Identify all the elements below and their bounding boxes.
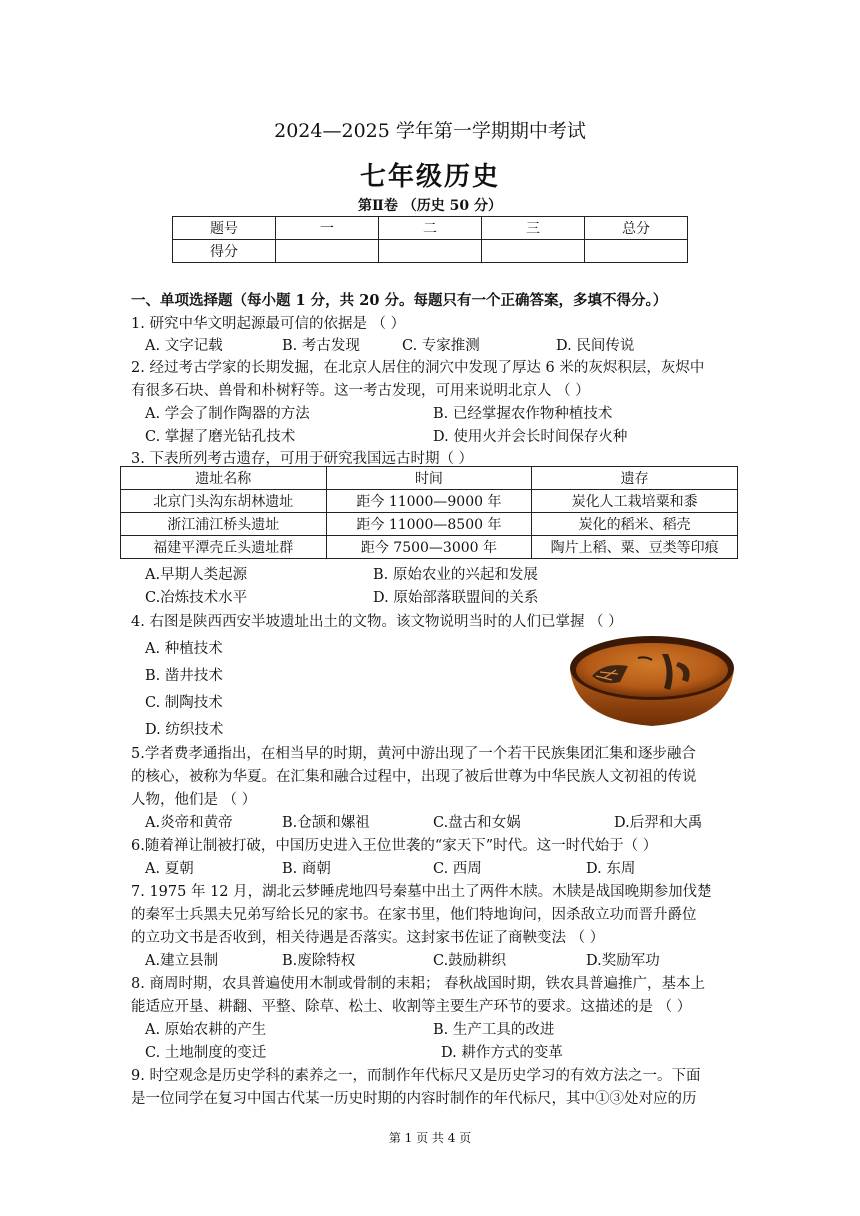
question-2-line: 有很多石块、兽骨和朴树籽等。这一考古发现，可用来说明北京人 （ ） <box>131 383 590 399</box>
table-header-cell: 遗存 <box>532 467 738 490</box>
table-row <box>121 513 738 536</box>
table-cell <box>379 240 482 263</box>
table-row <box>173 240 688 263</box>
question-7-line: 的秦军士兵黑夫兄弟写给长兄的家书。在家书里，他们特地询问，因杀敌立功而晋升爵位 <box>131 907 697 923</box>
question-1-option-d: D. 民间传说 <box>556 338 635 354</box>
question-4-option-a: A. 种植技术 <box>145 641 223 657</box>
sites-table <box>120 466 738 559</box>
table-cell: 距今 11000—9000 年 <box>326 490 532 513</box>
question-2-line: 2. 经过考古学家的长期发掘，在北京人居住的洞穴中发现了厚达 6 米的灰烬积层，灰烬中 <box>131 360 705 376</box>
table-cell: 陶片上稻、粟、豆类等印痕 <box>532 536 738 559</box>
question-8-option-a: A. 原始农耕的产生 <box>145 1022 267 1038</box>
question-6-option-b: B. 商朝 <box>282 861 331 877</box>
table-cell: 距今 11000—8500 年 <box>326 513 532 536</box>
table-row <box>121 536 738 559</box>
question-1-option-b: B. 考古发现 <box>282 338 360 354</box>
question-4-option-d: D. 纺织技术 <box>145 722 224 738</box>
question-4-option-c: C. 制陶技术 <box>145 695 223 711</box>
question-7-option-a: A.建立县制 <box>145 953 219 969</box>
question-5-option-a: A.炎帝和黄帝 <box>145 815 233 831</box>
question-6-stem: 6.随着禅让制被打破，中国历史进入王位世袭的“家天下”时代。这一时代始于（ ） <box>131 838 658 854</box>
table-cell <box>482 240 585 263</box>
table-header-cell: 时间 <box>326 467 532 490</box>
question-1-option-a: A. 文字记载 <box>145 338 223 354</box>
question-3-option-d: D. 原始部落联盟间的关系 <box>373 590 539 606</box>
table-row <box>121 467 738 490</box>
table-cell: 总分 <box>585 217 688 240</box>
table-cell: 炭化的稻米、稻壳 <box>532 513 738 536</box>
question-1-stem: 1. 研究中华文明起源最可信的依据是 （ ） <box>131 316 406 332</box>
question-3-option-a: A.早期人类起源 <box>145 567 248 583</box>
question-8-line: 8. 商周时期，农具普遍使用木制或骨制的耒耜； 春秋战国时期，铁农具普遍推广，基本上 <box>131 976 706 992</box>
question-5-option-c: C.盘古和女娲 <box>433 815 521 831</box>
table-cell: 浙江浦江桥头遗址 <box>121 513 327 536</box>
question-7-line: 7. 1975 年 12 月，湖北云梦睡虎地四号秦墓中出土了两件木牍。木牍是战国晚期参加伐楚 <box>131 884 712 900</box>
section-heading: 一、单项选择题（每小题 1 分，共 20 分。每题只有一个正确答案，多填不得分。） <box>131 292 668 309</box>
question-7-option-c: C.鼓励耕织 <box>433 953 507 969</box>
question-6-option-c: C. 西周 <box>433 861 482 877</box>
question-5-line: 5.学者费孝通指出，在相当早的时期，黄河中游出现了一个若干民族集团汇集和逐步融合 <box>131 746 696 762</box>
table-cell: 一 <box>276 217 379 240</box>
table-cell: 北京门头沟东胡林遗址 <box>121 490 327 513</box>
table-header-cell: 遗址名称 <box>121 467 327 490</box>
table-cell: 得分 <box>173 240 276 263</box>
table-cell: 三 <box>482 217 585 240</box>
question-7-option-b: B.废除特权 <box>282 953 356 969</box>
question-4-option-b: B. 凿井技术 <box>145 668 223 684</box>
question-9-line: 9. 时空观念是历史学科的素养之一，而制作年代标尺又是历史学习的有效方法之一。下面 <box>131 1068 701 1084</box>
question-5-option-d: D.后羿和大禹 <box>614 815 703 831</box>
question-2-option-a: A. 学会了制作陶器的方法 <box>145 406 310 422</box>
table-row <box>121 490 738 513</box>
question-1-option-c: C. 专家推测 <box>402 338 480 354</box>
question-3-option-b: B. 原始农业的兴起和发展 <box>373 567 538 583</box>
question-5-option-b: B.仓颉和嫘祖 <box>282 815 370 831</box>
table-cell: 题号 <box>173 217 276 240</box>
question-2-option-c: C. 掌握了磨光钻孔技术 <box>145 429 296 445</box>
question-5-line: 的核心，被称为华夏。在汇集和融合过程中，出现了被后世尊为中华民族人文初祖的传说 <box>131 769 697 785</box>
question-5-line: 人物，他们是 （ ） <box>131 792 257 808</box>
question-9-line: 是一位同学在复习中国古代某一历史时期的内容时制作的年代标尺，其中①③处对应的历 <box>131 1091 697 1107</box>
question-7-line: 的立功文书是否收到，相关待遇是否落实。这封家书佐证了商鞅变法 （ ） <box>131 930 605 946</box>
exam-part: 第Ⅱ卷 （历史 50 分） <box>358 198 502 214</box>
question-8-option-b: B. 生产工具的改进 <box>433 1022 555 1038</box>
question-3-stem: 3. 下表所列考古遗存，可用于研究我国远古时期（ ） <box>131 451 474 467</box>
table-cell <box>585 240 688 263</box>
table-cell: 福建平潭壳丘头遗址群 <box>121 536 327 559</box>
table-cell: 距今 7500—3000 年 <box>326 536 532 559</box>
table-cell: 二 <box>379 217 482 240</box>
question-8-line: 能适应开垦、耕翻、平整、除草、松土、收割等主要生产环节的要求。这描述的是 （ ） <box>131 999 692 1015</box>
exam-subject: 七年级历史 <box>359 162 500 192</box>
exam-title: 2024—2025 学年第一学期期中考试 <box>274 120 586 142</box>
question-8-option-c: C. 土地制度的变迁 <box>145 1045 267 1061</box>
question-6-option-a: A. 夏朝 <box>145 861 194 877</box>
question-2-option-d: D. 使用火并会长时间保存火种 <box>433 429 628 445</box>
question-7-option-d: D.奖励军功 <box>586 953 660 969</box>
table-cell <box>276 240 379 263</box>
table-row <box>173 217 688 240</box>
question-2-option-b: B. 已经掌握农作物种植技术 <box>433 406 613 422</box>
question-8-option-d: D. 耕作方式的变革 <box>441 1045 563 1061</box>
table-cell: 炭化人工栽培粟和黍 <box>532 490 738 513</box>
banpo-pottery-bowl-image <box>566 632 738 728</box>
page-footer: 第 1 页 共 4 页 <box>388 1131 472 1145</box>
question-6-option-d: D. 东周 <box>586 861 636 877</box>
question-3-option-c: C.冶炼技术水平 <box>145 590 248 606</box>
question-4-stem: 4. 右图是陕西西安半坡遗址出土的文物。该文物说明当时的人们已掌握 （ ） <box>131 614 623 630</box>
score-table <box>172 216 688 263</box>
